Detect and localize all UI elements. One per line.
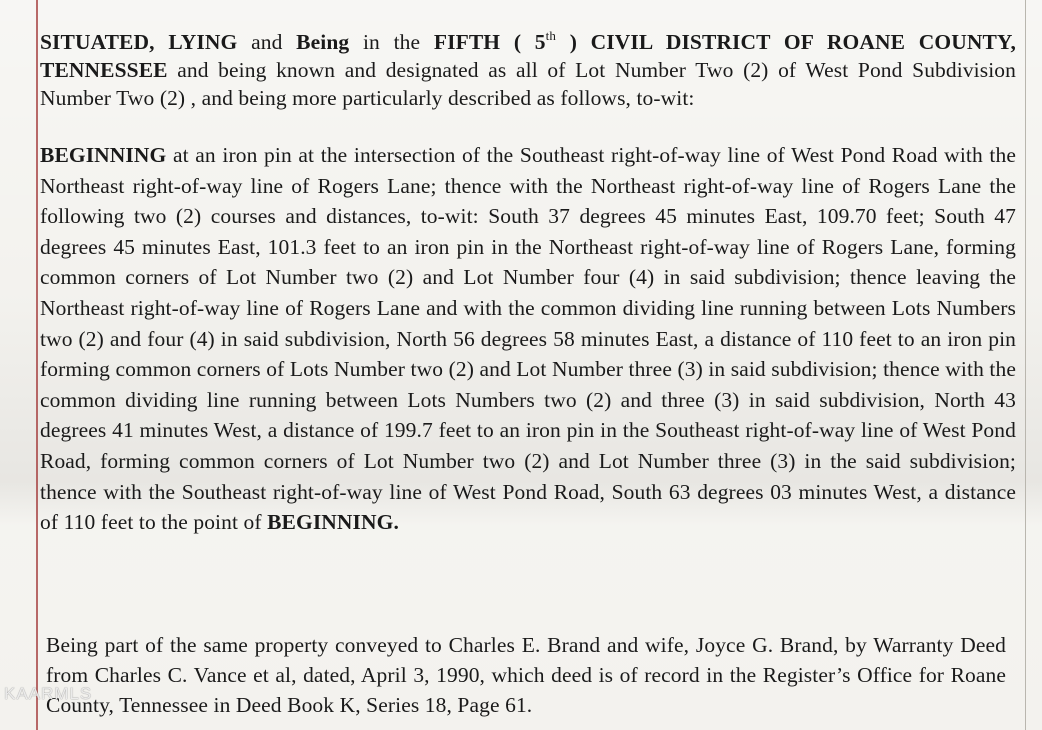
conveyance-body: Being part of the same property conveyed to Charles E. Brand and wife, Joyce G. Brand, by Warranty Deed from Charles C. Vance et al, dated, April 3, 1990, which deed is of record in the Register’s Office for Roane County, Tennessee in Deed Book K, Series 18, Page 61.	[46, 633, 1006, 717]
beginning-lead: BEGINNING	[40, 143, 167, 167]
beginning-end: BEGINNING.	[267, 510, 399, 535]
intro-rest-text: and being known and designated as all of Lot Number Two (2) of West Pond Subdivision Number Two (2) , and being more particularly described as follows, to-wit:	[40, 58, 1016, 110]
situated-text: SITUATED,	[40, 30, 155, 54]
ordinal-suffix: th	[545, 28, 556, 43]
mls-watermark: KAARMLS	[4, 684, 93, 703]
district-number: ( 5	[500, 30, 546, 54]
district-county-text: ) CIVIL DISTRICT OF ROANE COUNTY, TENNESSEE	[40, 30, 1017, 82]
and-text: and	[237, 30, 297, 54]
lying-text: LYING	[168, 30, 238, 54]
page-edge	[1025, 0, 1026, 730]
description-body: at an iron pin at the intersection of the Southeast right-of-way line of West Pond Road with the Northeast right-of-way line of Rogers Lane; thence with the Northeast right-of-way line of Rogers Lane the following two (2) courses and distances, to-wit: South 37 degrees 45 minutes East, 109.70 feet; South 47 degrees 45 minutes East, 101.3 feet to an iron pin in the Northeast right-of-way line of Rogers Lane, forming common corners of Lot Number two (2) and Lot Number four (4) in said subdivision; thence leaving the Northeast right-of-way line of Rogers Lane and with the common dividing line running between Lots Numbers two (2) and four (4) in said subdivision, North 56 degrees 58 minutes East, a distance of 110 feet to an iron pin forming common corners of Lots Number two (2) and Lot Number three (3) in said subdivision; thence with the common dividing line running between Lots Numbers two (2) and three (3) in said subdivision, North 43 degrees 41 minutes West, a distance of 199.7 feet to an iron pin in the Southeast right-of-way line of West Pond Road, forming common corners of Lot Number two (2) and Lot Number three (3) in the said subdivision; thence with the Southeast right-of-way line of West Pond Road, South 63 degrees 03 minutes West, a distance of 110 feet to the point of	[40, 143, 1016, 535]
conveyance-paragraph	[46, 630, 1006, 720]
being-text: Being	[296, 30, 350, 54]
in-the-text: in the	[349, 30, 434, 54]
margin-rule	[36, 0, 38, 730]
fifth-text: FIFTH	[433, 30, 501, 54]
description-paragraph	[40, 140, 1016, 538]
intro-paragraph	[40, 28, 1016, 112]
